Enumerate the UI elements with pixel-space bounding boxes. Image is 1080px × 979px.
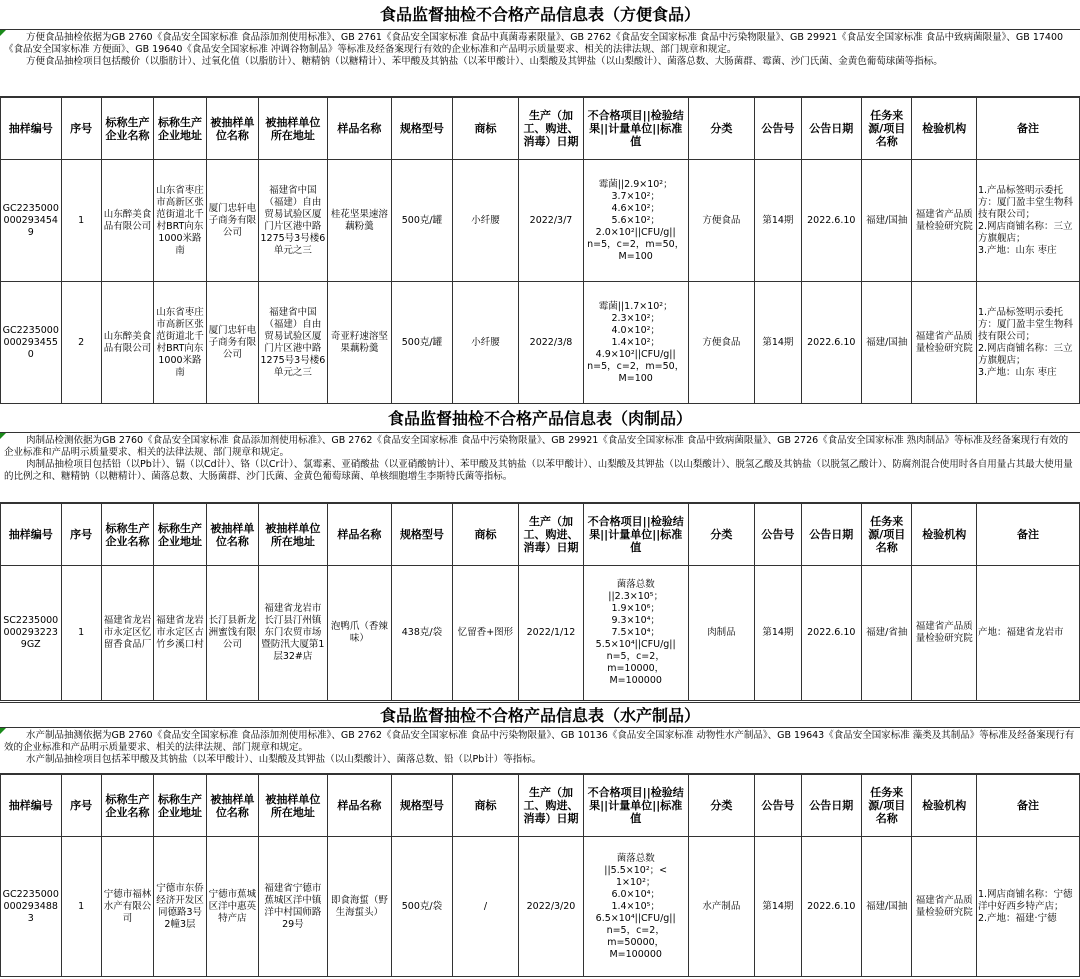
cell-notice: 第14期 [755, 566, 801, 701]
section-title: 食品监督抽检不合格产品信息表（方便食品） [0, 0, 1080, 30]
data-table [0, 774, 1080, 977]
data-table [0, 97, 1080, 404]
cell-marker [0, 30, 6, 36]
col-header: 被抽样单位名称 [206, 98, 258, 160]
section-title: 食品监督抽检不合格产品信息表（肉制品） [0, 403, 1080, 433]
cell-marker [0, 433, 6, 439]
section-aquatic-products [0, 702, 1080, 977]
col-header: 公告日期 [801, 98, 862, 160]
cell-task: 福建/国抽 [862, 160, 912, 282]
col-header: 被抽样单位名称 [206, 504, 258, 566]
header-row [1, 775, 1080, 837]
col-header: 检验机构 [912, 504, 977, 566]
intro-paragraph: 肉制品抽检项目包括铅（以Pb计）、镉（以Cd计）、铬（以Cr计）、氯霉素、亚硝酸盐（以亚硝酸钠计）、苯甲酸及其钠盐（以苯甲酸计）、山梨酸及其钾盐（以山梨酸计）、脱氢乙酸及其钠盐（以脱氢乙酸计）、防腐剂混合使用时各自用量占其最大使用量的比例之和、糖精钠（以糖精计）、菌落总数、大肠菌群、沙门氏菌、金黄色葡萄球菌、单核细胞增生李斯特氏菌等指标。 [4, 459, 1073, 482]
cell-notice-date: 2022.6.10 [801, 837, 862, 977]
cell-note: 产地：福建省龙岩市 [976, 566, 1079, 701]
cell-sampled-unit: 宁德市蕉城区洋中惠英特产店 [206, 837, 258, 977]
cell-sample-name: 奇亚籽速溶坚果藕粉羹 [327, 282, 392, 404]
cell-brand: 小纤腰 [452, 282, 519, 404]
cell-result: 菌落总数 ||2.3×10⁵； 1.9×10⁶； 9.3×10⁴； 7.5×10⁴； 5.5×10⁴||CFU/g|| n=5，c=2， m=10000，M=100000 [583, 566, 688, 701]
col-header: 抽样编号 [1, 504, 62, 566]
table-row [1, 282, 1080, 404]
cell-sample-id: GC22350000002934883 [1, 837, 62, 977]
col-header: 被抽样单位所在地址 [259, 98, 328, 160]
col-header: 分类 [688, 98, 755, 160]
col-header: 抽样编号 [1, 775, 62, 837]
cell-brand: 忆留香+图形 [452, 566, 519, 701]
cell-notice: 第14期 [755, 160, 801, 282]
col-header: 不合格项目||检验结果||计量单位||标准值 [583, 504, 688, 566]
data-table [0, 503, 1080, 701]
cell-seq: 1 [61, 160, 101, 282]
cell-notice: 第14期 [755, 837, 801, 977]
intro-paragraph: 方便食品抽检依据为GB 2760《食品安全国家标准 食品添加剂使用标准》、GB 2761《食品安全国家标准 食品中真菌毒素限量》、GB 2762《食品安全国家标准 食品中污染物限量》、GB 29921《食品安全国家标准 食品中致病菌限量》、GB 17400《食品安全国家标准 方便面》、GB 19640《食品安全国家标准 冲调谷物制品》等标准及经备案现行有效的企业标准和产品明示质量要求、相关的法律法规、部门规章和规定。 [4, 32, 1064, 55]
cell-notice-date: 2022.6.10 [801, 282, 862, 404]
col-header: 生产（加工、购进、消毒）日期 [519, 504, 584, 566]
col-header: 公告日期 [801, 504, 862, 566]
col-header: 被抽样单位名称 [206, 775, 258, 837]
cell-lab: 福建省产品质量检验研究院 [912, 160, 977, 282]
section-title: 食品监督抽检不合格产品信息表（水产制品） [0, 702, 1080, 728]
cell-result: 霉菌||2.9×10²； 3.7×10²； 4.6×10²； 5.6×10²； 2.0×10²||CFU/g|| n=5，c=2，m=50， M=100 [583, 160, 688, 282]
cell-seq: 2 [61, 282, 101, 404]
col-header: 检验机构 [912, 775, 977, 837]
section-convenience-food [0, 0, 1080, 404]
cell-sampled-unit: 长汀县新龙洲蜜饯有限公司 [206, 566, 258, 701]
cell-category: 水产制品 [688, 837, 755, 977]
cell-marker [0, 728, 6, 734]
cell-result: 菌落总数 ||5.5×10²；< 1×10²； 6.0×10⁴； 1.4×10⁵； 6.5×10⁴||CFU/g|| n=5，c=2， m=50000，M=100000 [583, 837, 688, 977]
col-header: 任务来源/项目名称 [862, 775, 912, 837]
cell-date: 2022/1/12 [519, 566, 584, 701]
cell-brand: 小纤腰 [452, 160, 519, 282]
cell-unit-address: 福建省龙岩市长汀县汀州镇东门农贸市场暨防汛大厦第1层32#店 [259, 566, 328, 701]
col-header: 检验机构 [912, 98, 977, 160]
header-row [1, 504, 1080, 566]
cell-task: 福建/国抽 [862, 837, 912, 977]
col-header: 标称生产企业名称 [101, 98, 153, 160]
section-intro [0, 30, 1080, 97]
table-row [1, 566, 1080, 701]
col-header: 序号 [61, 98, 101, 160]
cell-date: 2022/3/7 [519, 160, 584, 282]
cell-seq: 1 [61, 837, 101, 977]
intro-paragraph: 方便食品抽检项目包括酸价（以脂肪计）、过氧化值（以脂肪计）、糖精钠（以糖精计）、苯甲酸及其钠盐（以苯甲酸计）、山梨酸及其钾盐（以山梨酸计）、菌落总数、大肠菌群、霉菌、沙门氏菌、金黄色葡萄球菌等指标。 [26, 56, 943, 67]
cell-spec: 500克/袋 [392, 837, 453, 977]
cell-category: 方便食品 [688, 160, 755, 282]
cell-lab: 福建省产品质量检验研究院 [912, 282, 977, 404]
cell-sample-name: 泡鸭爪（香辣味） [327, 566, 392, 701]
col-header: 备注 [976, 775, 1079, 837]
col-header: 样品名称 [327, 775, 392, 837]
cell-maker: 福建省龙岩市永定区忆留香食品厂 [101, 566, 153, 701]
cell-spec: 438克/袋 [392, 566, 453, 701]
intro-paragraph: 肉制品检测依据为GB 2760《食品安全国家标准 食品添加剂使用标准》、GB 2762《食品安全国家标准 食品中污染物限量》、GB 29921《食品安全国家标准 食品中致病菌限量》、GB 2726《食品安全国家标准 熟肉制品》等标准及经备案现行有效的企业标准和产品明示质量要求、相关的法律法规、部门规章和规定。 [4, 435, 1069, 458]
cell-maker-address: 山东省枣庄市高新区张范街道北千村BRT向东1000米路南 [154, 282, 206, 404]
col-header: 备注 [976, 504, 1079, 566]
cell-maker: 山东醉美食品有限公司 [101, 160, 153, 282]
col-header: 序号 [61, 504, 101, 566]
col-header: 商标 [452, 504, 519, 566]
col-header: 分类 [688, 504, 755, 566]
col-header: 被抽样单位所在地址 [259, 504, 328, 566]
col-header: 规格型号 [392, 775, 453, 837]
col-header: 规格型号 [392, 98, 453, 160]
cell-sample-name: 桂花坚果速溶藕粉羹 [327, 160, 392, 282]
cell-maker-address: 山东省枣庄市高新区张范街道北千村BRT向东1000米路南 [154, 160, 206, 282]
intro-paragraph: 水产制品抽检项目包括苯甲酸及其钠盐（以苯甲酸计）、山梨酸及其钾盐（以山梨酸计）、菌落总数、铅（以Pb计）等指标。 [26, 754, 542, 765]
col-header: 生产（加工、购进、消毒）日期 [519, 775, 584, 837]
header-row [1, 98, 1080, 160]
col-header: 不合格项目||检验结果||计量单位||标准值 [583, 775, 688, 837]
cell-sample-id: GC22350000002934549 [1, 160, 62, 282]
cell-maker: 宁德市福林水产有限公司 [101, 837, 153, 977]
col-header: 被抽样单位所在地址 [259, 775, 328, 837]
col-header: 样品名称 [327, 504, 392, 566]
col-header: 任务来源/项目名称 [862, 98, 912, 160]
cell-unit-address: 福建省中国（福建）自由贸易试验区厦门片区港中路1275号3号楼6单元之三 [259, 282, 328, 404]
cell-maker-address: 福建省龙岩市永定区古竹乡溪口村 [154, 566, 206, 701]
col-header: 标称生产企业名称 [101, 504, 153, 566]
cell-category: 肉制品 [688, 566, 755, 701]
cell-brand: / [452, 837, 519, 977]
col-header: 抽样编号 [1, 98, 62, 160]
cell-notice-date: 2022.6.10 [801, 566, 862, 701]
col-header: 公告号 [755, 504, 801, 566]
col-header: 规格型号 [392, 504, 453, 566]
col-header: 商标 [452, 98, 519, 160]
cell-sample-id: GC22350000002934550 [1, 282, 62, 404]
col-header: 商标 [452, 775, 519, 837]
cell-lab: 福建省产品质量检验研究院 [912, 566, 977, 701]
col-header: 生产（加工、购进、消毒）日期 [519, 98, 584, 160]
cell-note: 1.产品标签明示委托方：厦门盈丰堂生物科技有限公司； 2.网店商铺名称：三立方旗舰店； 3.产地：山东 枣庄 [976, 282, 1079, 404]
cell-maker-address: 宁德市东侨经济开发区同德路3号2幢3层 [154, 837, 206, 977]
cell-notice: 第14期 [755, 282, 801, 404]
cell-unit-address: 福建省宁德市蕉城区洋中镇洋中村国师路29号 [259, 837, 328, 977]
section-intro [0, 728, 1080, 774]
col-header: 序号 [61, 775, 101, 837]
cell-spec: 500克/罐 [392, 160, 453, 282]
cell-spec: 500克/罐 [392, 282, 453, 404]
col-header: 不合格项目||检验结果||计量单位||标准值 [583, 98, 688, 160]
cell-note: 1.网店商铺名称：宁德洋中好西乡特产店； 2.产地：福建·宁德 [976, 837, 1079, 977]
col-header: 公告号 [755, 98, 801, 160]
cell-maker: 山东醉美食品有限公司 [101, 282, 153, 404]
cell-result: 霉菌||1.7×10²； 2.3×10²； 4.0×10²； 1.4×10²； 4.9×10²||CFU/g|| n=5，c=2，m=50， M=100 [583, 282, 688, 404]
col-header: 标称生产企业地址 [154, 98, 206, 160]
cell-task: 福建/省抽 [862, 566, 912, 701]
col-header: 样品名称 [327, 98, 392, 160]
cell-notice-date: 2022.6.10 [801, 160, 862, 282]
cell-unit-address: 福建省中国（福建）自由贸易试验区厦门片区港中路1275号3号楼6单元之三 [259, 160, 328, 282]
cell-note: 1.产品标签明示委托方：厦门盈丰堂生物科技有限公司； 2.网店商铺名称：三立方旗舰店； 3.产地：山东 枣庄 [976, 160, 1079, 282]
cell-sampled-unit: 厦门忠轩电子商务有限公司 [206, 282, 258, 404]
cell-seq: 1 [61, 566, 101, 701]
cell-sample-id: SC22350000002932239GZ [1, 566, 62, 701]
cell-sampled-unit: 厦门忠轩电子商务有限公司 [206, 160, 258, 282]
cell-lab: 福建省产品质量检验研究院 [912, 837, 977, 977]
col-header: 公告号 [755, 775, 801, 837]
col-header: 备注 [976, 98, 1079, 160]
col-header: 任务来源/项目名称 [862, 504, 912, 566]
table-row [1, 160, 1080, 282]
cell-task: 福建/国抽 [862, 282, 912, 404]
col-header: 分类 [688, 775, 755, 837]
cell-date: 2022/3/8 [519, 282, 584, 404]
col-header: 标称生产企业地址 [154, 504, 206, 566]
intro-paragraph: 水产制品抽测依据为GB 2760《食品安全国家标准 食品添加剂使用标准》、GB 2762《食品安全国家标准 食品中污染物限量》、GB 10136《食品安全国家标准 动物性水产制品》、GB 19643《食品安全国家标准 藻类及其制品》等标准及经备案现行有效的企业标准和产品明示质量要求、相关的法律法规、部门规章和规定。 [4, 730, 1075, 753]
section-intro [0, 433, 1080, 503]
cell-date: 2022/3/20 [519, 837, 584, 977]
col-header: 标称生产企业名称 [101, 775, 153, 837]
table-row [1, 837, 1080, 977]
cell-category: 方便食品 [688, 282, 755, 404]
cell-sample-name: 即食海蜇（野生海蜇头） [327, 837, 392, 977]
section-meat-products [0, 403, 1080, 701]
col-header: 公告日期 [801, 775, 862, 837]
col-header: 标称生产企业地址 [154, 775, 206, 837]
